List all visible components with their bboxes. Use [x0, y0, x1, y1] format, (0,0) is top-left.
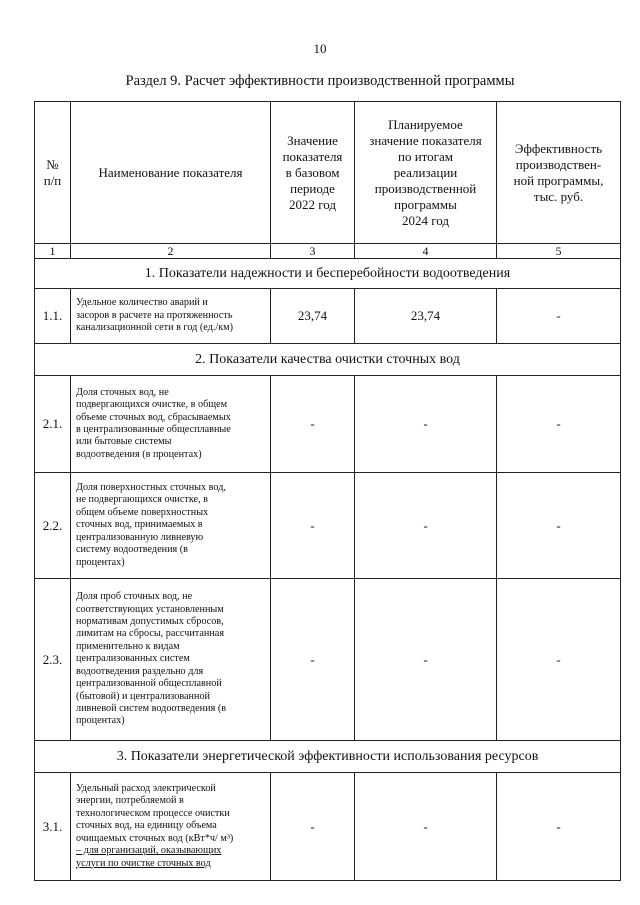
- base-value: -: [271, 376, 355, 473]
- column-number: 3: [271, 244, 355, 259]
- row-number: 3.1.: [35, 773, 71, 881]
- table-header-row: [35, 102, 621, 244]
- group-row: [35, 259, 621, 289]
- header-planned-value: Планируемое значение показателя по итогам реализации производственной программы 2024 год: [355, 102, 497, 244]
- group-title: 3. Показатели энергетической эффективности использования ресурсов: [35, 741, 621, 773]
- row-number: 2.1.: [35, 376, 71, 473]
- indicator-name: Доля проб сточных вод, не соответствующих установленным нормативам допустимых сбросов, лимитам на сбросы, рассчитанная применительно к видам централизованных систем водоотведения раздельно для централизованной общесплавной (бытовой) и централизованной ливневой систем водоотведения (в процентах): [71, 579, 271, 741]
- column-number: 5: [497, 244, 621, 259]
- efficiency-table: [34, 101, 621, 881]
- base-value: -: [271, 579, 355, 741]
- table-row: [35, 579, 621, 741]
- efficiency-value: -: [497, 579, 621, 741]
- page-number: 10: [313, 41, 327, 56]
- group-row: [35, 344, 621, 376]
- efficiency-value: -: [497, 376, 621, 473]
- table-row: [35, 376, 621, 473]
- column-numbers-row: [35, 244, 621, 259]
- base-value: -: [271, 473, 355, 579]
- group-row: [35, 741, 621, 773]
- row-number: 2.2.: [35, 473, 71, 579]
- indicator-name: Доля поверхностных сточных вод, не подвергающихся очистке, в общем объеме поверхностных сточных вод, принимаемых в централизованную ливневую систему водоотведения (в процентах): [71, 473, 271, 579]
- column-number: 4: [355, 244, 497, 259]
- header-base-value: Значение показателя в базовом периоде 2022 год: [271, 102, 355, 244]
- group-title: 2. Показатели качества очистки сточных вод: [35, 344, 621, 376]
- planned-value: -: [355, 376, 497, 473]
- indicator-name: Доля сточных вод, не подвергающихся очистке, в общем объеме сточных вод, сбрасываемых в централизованные общесплавные или бытовые системы водоотведения (в процентах): [71, 376, 271, 473]
- planned-value: -: [355, 773, 497, 881]
- efficiency-value: -: [497, 289, 621, 344]
- row-number: 1.1.: [35, 289, 71, 344]
- header-indicator-name: Наименование показателя: [71, 102, 271, 244]
- base-value: 23,74: [271, 289, 355, 344]
- header-efficiency: Эффективность производствен- ной программы, тыс. руб.: [497, 102, 621, 244]
- group-title: 1. Показатели надежности и бесперебойности водоотведения: [35, 259, 621, 289]
- column-number: 1: [35, 244, 71, 259]
- section-title: Раздел 9. Расчет эффективности производственной программы: [125, 73, 515, 89]
- planned-value: 23,74: [355, 289, 497, 344]
- planned-value: -: [355, 579, 497, 741]
- header-number: № п/п: [35, 102, 71, 244]
- column-number: 2: [71, 244, 271, 259]
- table-row: [35, 473, 621, 579]
- table-row: [35, 289, 621, 344]
- row-number: 2.3.: [35, 579, 71, 741]
- efficiency-value: -: [497, 473, 621, 579]
- indicator-name: Удельный расход электрической энергии, потребляемой в технологическом процессе очистки сточных вод, на единицу объема очищаемых сточных вод (кВт*ч/ м³) – для организаций, оказывающих услуги по очистке сточных вод: [71, 773, 271, 881]
- base-value: -: [271, 773, 355, 881]
- efficiency-value: -: [497, 773, 621, 881]
- table-row: [35, 773, 621, 881]
- indicator-name: Удельное количество аварий и засоров в расчете на протяженность канализационной сети в год (ед./км): [71, 289, 271, 344]
- planned-value: -: [355, 473, 497, 579]
